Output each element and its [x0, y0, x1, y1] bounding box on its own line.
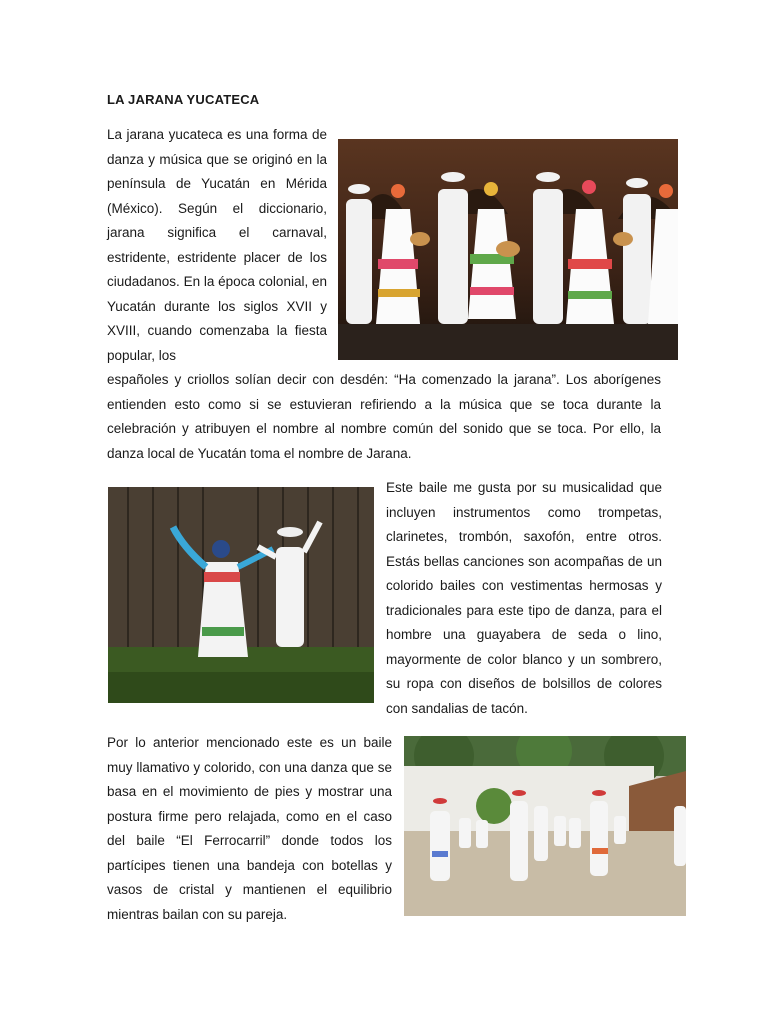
paragraph-2: Este baile me gusta por su musicalidad que incluyen instrumentos como trompetas, clarinetes, trombón, saxofón, entre otros. Estás bellas canciones son acompañas de un colorido bailes con vestimentas hermosas y tradicionales para este tipo de danza, para el hombre una guayabera de seda o lino, mayormente de color blanco y un sombrero, su ropa con diseños de bolsillos de colores con sandalias de tacón.	[386, 480, 662, 716]
photo-outdoor-performance	[404, 736, 686, 916]
document-title: LA JARANA YUCATECA	[107, 92, 260, 107]
paragraph-3: Por lo anterior mencionado este es un baile muy llamativo y colorido, con una danza que se basa en el movimiento de pies y mostrar una postura firme pero relajada, como en el caso del baile “El Ferrocarril” donde todos los partícipes tienen una bandeja con botellas y vasos de cristal y mantienen el equilibrio mientras bailan con su pareja.	[107, 735, 392, 922]
paragraph-1-top: La jarana yucateca es una forma de danza y música que se originó en la península de Yucatán en Mérida (México). Según el diccionario, jarana significa el carnaval, estridente, estridente placer de los ciudadanos. En la época colonial, en Yucatán durante los siglos XVII y XVIII, cuando comenzaba la fiesta popular, los	[107, 127, 327, 363]
paragraph-1-bottom: españoles y criollos solían decir con desdén: “Ha comenzado la jarana”. Los aborígenes entienden esto como si se estuvieran refiriendo a la música que se toca durante la celebración y atribuyen el nombre al nombre común del sonido que se toca. Por ello, la danza local de Yucatán toma el nombre de Jarana.	[107, 372, 661, 461]
photo-stage-dancers	[338, 139, 678, 360]
photo-couple-dancing	[108, 487, 374, 703]
